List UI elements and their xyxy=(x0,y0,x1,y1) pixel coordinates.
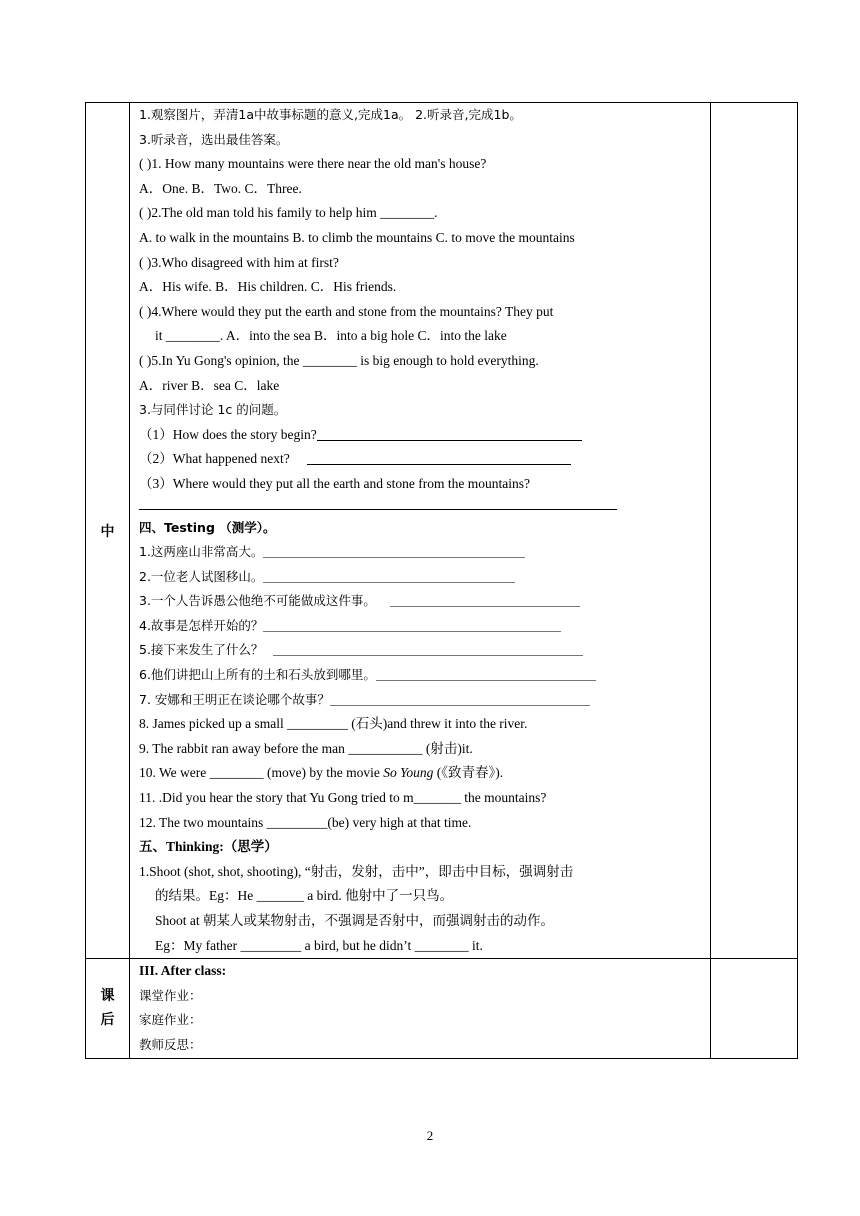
thinking-line-2: 的结果。Eg：He _______ a bird. 他射中了一只鸟。 xyxy=(155,888,454,904)
thinking-title: 五、Thinking:（思学） xyxy=(139,839,278,855)
discussion-question-3: （3）Where would they put all the earth and stone from the mountains? xyxy=(139,475,531,491)
testing-item-7 xyxy=(139,688,704,713)
discussion-question-2-text: （2）What happened next? xyxy=(139,451,290,467)
thinking-line-4: Eg：My father _________ a bird, but he didn’t ________ it. xyxy=(155,937,483,953)
testing-title: 四、Testing （测学）。 xyxy=(139,519,276,535)
homework-label: 家庭作业： xyxy=(139,1012,202,1028)
answer-blank xyxy=(263,542,525,558)
testing-item-10 xyxy=(139,761,704,786)
testing-item-10-text: 10. We were ________ (move) by the movie xyxy=(139,765,384,781)
testing-item-1 xyxy=(139,540,704,565)
page-number: 2 xyxy=(426,1128,434,1143)
answer-blank xyxy=(317,425,582,441)
classwork-label: 课堂作业： xyxy=(139,987,202,1003)
answer-blank xyxy=(307,449,571,465)
section-label-middle-text: 中 xyxy=(100,523,115,540)
discussion-question-1-text: （1）How does the story begin? xyxy=(139,426,317,442)
question-1-options: A．One. B．Two. C．Three. xyxy=(139,180,302,196)
in-class-content xyxy=(130,103,711,959)
listening-instruction-1: 1.观察图片，弄清1a中故事标题的意义,完成1a。 2.听录音,完成1b。 xyxy=(139,107,522,122)
section-label-after xyxy=(86,959,130,1058)
answer-blank xyxy=(330,690,590,706)
testing-item-4-text: 4.故事是怎样开始的？ xyxy=(139,617,264,633)
testing-item-2-text: 2.一位老人试图移山。 xyxy=(139,568,264,584)
notes-column xyxy=(711,959,798,1058)
answer-rule xyxy=(139,497,617,510)
section-label-after-2: 后 xyxy=(100,1012,115,1029)
testing-item-3-text: 3.一个人告诉愚公他绝不可能做成这件事。 xyxy=(139,593,376,609)
question-3: ( )3.Who disagreed with him at first? xyxy=(139,254,339,270)
testing-item-10-suffix: (《致青春》). xyxy=(433,765,504,781)
testing-item-3 xyxy=(139,589,704,614)
question-4-part-1: ( )4.Where would they put the earth and stone from the mountains? They put xyxy=(139,303,554,319)
answer-blank xyxy=(263,616,561,632)
answer-blank xyxy=(376,665,596,681)
testing-item-2 xyxy=(139,565,704,590)
question-3-options: A．His wife. B．His children. C．His friends. xyxy=(139,279,397,295)
section-label-after-1: 课 xyxy=(100,988,115,1005)
lesson-plan-table xyxy=(85,102,798,1059)
answer-blank xyxy=(263,567,515,583)
discussion-question-1 xyxy=(139,423,704,448)
notes-column xyxy=(711,103,798,959)
teacher-reflection-label: 教师反思： xyxy=(139,1036,202,1052)
answer-blank xyxy=(390,591,580,607)
testing-item-12: 12. The two mountains _________(be) very high at that time. xyxy=(139,814,472,830)
after-class-content xyxy=(130,959,711,1058)
in-class-row xyxy=(86,103,798,959)
question-5: ( )5.In Yu Gong's opinion, the ________ is big enough to hold everything. xyxy=(139,352,539,368)
testing-item-9: 9. The rabbit ran away before the man ___________ (射击)it. xyxy=(139,740,473,756)
after-class-title: III. After class: xyxy=(139,963,227,979)
testing-item-11: 11. .Did you hear the story that Yu Gong tried to m_______ the mountains? xyxy=(139,790,547,806)
testing-item-6 xyxy=(139,663,704,688)
testing-item-5-text: 5.接下来发生了什么？ xyxy=(139,642,264,658)
testing-item-6-text: 6.他们讲把山上所有的土和石头放到哪里。 xyxy=(139,667,376,683)
question-2-options: A. to walk in the mountains B. to climb the mountains C. to move the mountains xyxy=(139,229,575,245)
section-label-middle xyxy=(86,103,130,959)
answer-blank xyxy=(273,640,583,656)
after-class-row xyxy=(86,959,798,1058)
thinking-line-1: 1.Shoot (shot, shot, shooting), “射击，发射，击中”，即击中目标，强调射击 xyxy=(139,863,574,879)
testing-item-7-text: 7. 安娜和王明正在谈论哪个故事？ xyxy=(139,691,330,707)
testing-item-5 xyxy=(139,638,704,663)
discussion-title: 3.与同伴讨论 1c 的问题。 xyxy=(139,402,287,418)
question-1: ( )1. How many mountains were there near the old man's house? xyxy=(139,156,487,172)
testing-item-4 xyxy=(139,614,704,639)
question-5-options: A．river B．sea C．lake xyxy=(139,377,280,393)
question-2: ( )2.The old man told his family to help him ________. xyxy=(139,205,438,221)
testing-item-8: 8. James picked up a small _________ (石头)and threw it into the river. xyxy=(139,716,528,732)
discussion-question-2 xyxy=(139,447,704,472)
question-4-part-2: it ________. A．into the sea B．into a big hole C．into the lake xyxy=(155,328,507,344)
testing-item-1-text: 1.这两座山非常高大。 xyxy=(139,544,264,560)
listening-instruction-2: 3.听录音，选出最佳答案。 xyxy=(139,131,289,147)
thinking-line-3: Shoot at 朝某人或某物射击，不强调是否射中，而强调射击的动作。 xyxy=(155,913,555,928)
movie-title: So Young xyxy=(383,765,434,781)
